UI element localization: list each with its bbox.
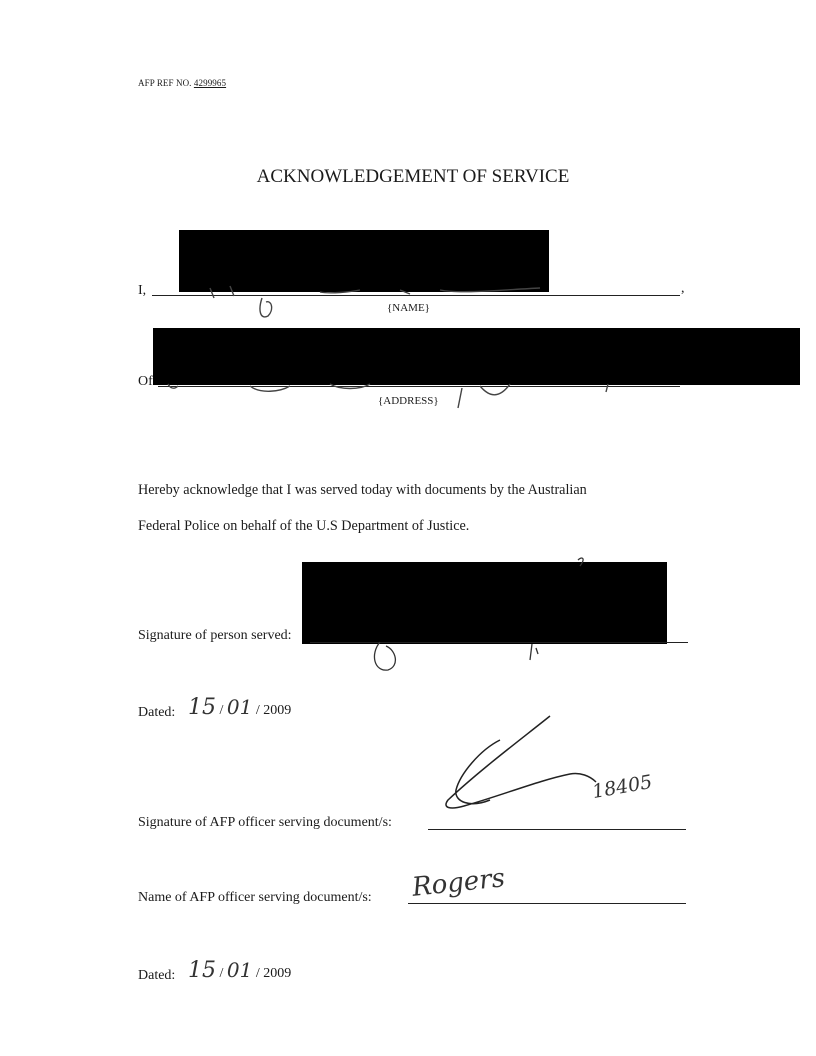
dated-1-value bbox=[188, 695, 291, 720]
officer-name: Rogers bbox=[410, 863, 507, 903]
officer-signature bbox=[440, 710, 640, 820]
dated-1-month: 01 bbox=[226, 695, 253, 719]
dated-1-label: Dated: bbox=[138, 705, 176, 720]
body-line-2: Federal Police on behalf of the U.S Department of Justice. bbox=[138, 518, 470, 534]
dated-2-sep-a: / bbox=[219, 966, 227, 981]
officer-number: 18405 bbox=[590, 770, 654, 804]
officer-signature-label: Signature of AFP officer serving document/s: bbox=[138, 815, 392, 830]
officer-signature-line bbox=[428, 829, 686, 830]
dated-2-sep-b: / bbox=[255, 966, 264, 981]
name-caption: {NAME} bbox=[387, 302, 430, 314]
ref-number: 4299965 bbox=[193, 78, 227, 88]
dated-1-day: 15 bbox=[188, 695, 216, 720]
address-prefix: Of bbox=[138, 374, 153, 389]
dated-1-sep-b: / bbox=[255, 703, 264, 718]
dated-1-sep-a: / bbox=[219, 703, 227, 718]
ref-number-line bbox=[138, 78, 226, 88]
page-title: ACKNOWLEDGEMENT OF SERVICE bbox=[256, 166, 570, 187]
served-signature-label: Signature of person served: bbox=[138, 628, 292, 643]
name-prefix: I, bbox=[138, 283, 147, 298]
ref-label: AFP REF NO. bbox=[138, 78, 192, 88]
served-signature-fragment bbox=[360, 550, 660, 680]
dated-2-label: Dated: bbox=[138, 968, 176, 983]
dated-2-year: 2009 bbox=[263, 966, 292, 981]
officer-name-line bbox=[408, 903, 686, 904]
dated-2-value bbox=[188, 958, 291, 983]
dated-2-month: 01 bbox=[226, 958, 253, 982]
dated-1-year: 2009 bbox=[263, 703, 292, 718]
address-redaction bbox=[153, 328, 800, 385]
officer-name-label: Name of AFP officer serving document/s: bbox=[138, 890, 372, 905]
address-caption: {ADDRESS} bbox=[378, 395, 439, 407]
dated-2-day: 15 bbox=[188, 958, 216, 983]
name-suffix: , bbox=[681, 281, 685, 296]
body-line-1: Hereby acknowledge that I was served today with documents by the Australian bbox=[138, 482, 587, 498]
